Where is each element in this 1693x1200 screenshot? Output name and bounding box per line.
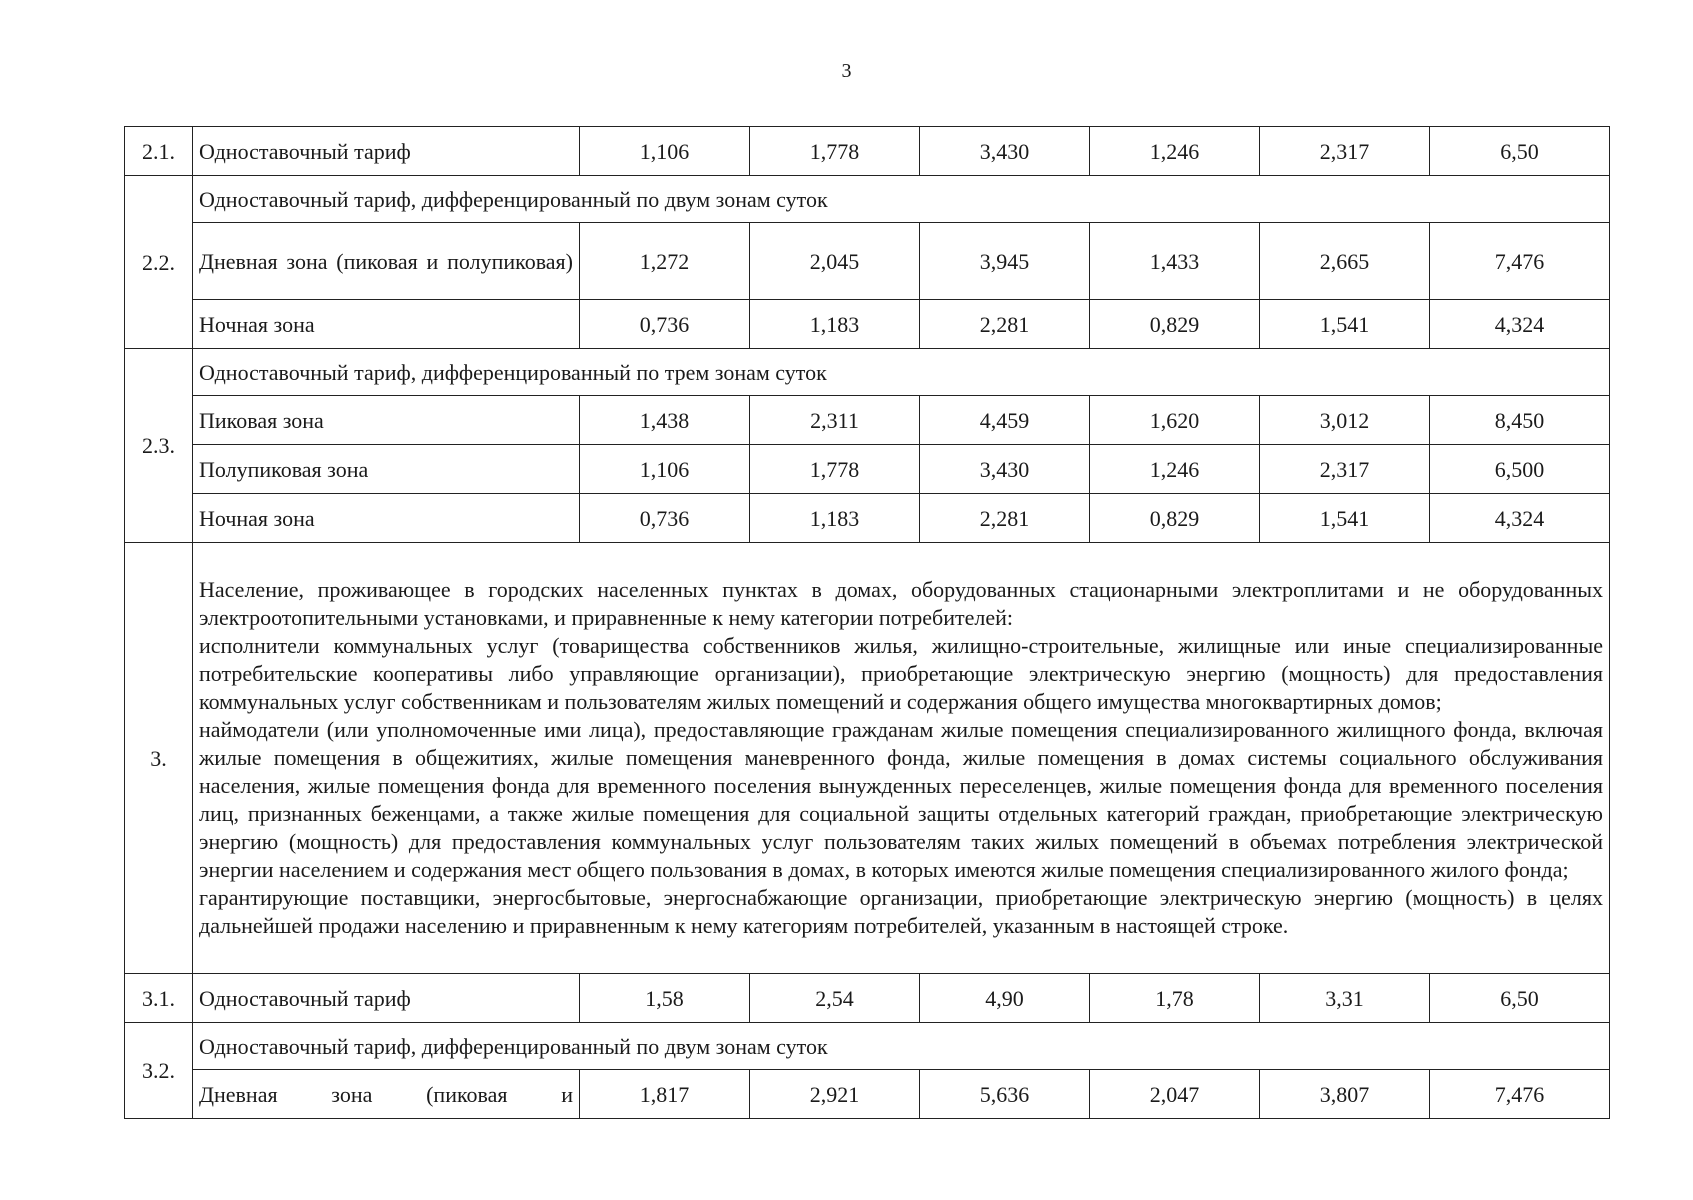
value-cell: 2,045	[750, 223, 920, 300]
value-cell: 0,829	[1090, 300, 1260, 349]
table-row	[125, 396, 1610, 445]
category-description	[193, 543, 1610, 974]
row-code: 3.	[125, 543, 193, 974]
value-cell: 1,620	[1090, 396, 1260, 445]
table-row	[125, 349, 1610, 396]
table-row	[125, 223, 1610, 300]
table-row	[125, 300, 1610, 349]
value-cell: 1,272	[580, 223, 750, 300]
value-cell: 2,317	[1260, 445, 1430, 494]
value-cell: 1,778	[750, 445, 920, 494]
value-cell: 2,317	[1260, 127, 1430, 176]
value-cell: 3,807	[1260, 1070, 1430, 1119]
value-cell: 8,450	[1430, 396, 1610, 445]
row-label: Полупиковая зона	[193, 445, 580, 494]
value-cell: 1,541	[1260, 300, 1430, 349]
row-label: Одноставочный тариф	[193, 127, 580, 176]
description-paragraph: наймодатели (или уполномоченные ими лица), предоставляющие гражданам жилые помещения специализированного жилищного фонда, включая жилые помещения в общежитиях, жилые помещения маневренного фонда, жилые помещения в домах системы социального обслуживания населения, жилые помещения фонда для временного поселения вынужденных переселенцев, жилые помещения фонда для временного поселения лиц, признанных беженцами, а также жилые помещения для социальной защиты отдельных категорий граждан, приобретающие электрическую энергию (мощность) для предоставления коммунальных услуг пользователям таких жилых помещений в объемах потребления электрической энергии населением и содержания мест общего пользования в домах, в которых имеются жилые помещения специализированного жилого фонда;	[199, 717, 1603, 882]
value-cell: 2,921	[750, 1070, 920, 1119]
value-cell: 3,430	[920, 127, 1090, 176]
section-header: Одноставочный тариф, дифференцированный по двум зонам суток	[193, 1023, 1610, 1070]
row-code: 2.2.	[125, 176, 193, 349]
value-cell: 1,183	[750, 300, 920, 349]
value-cell: 1,106	[580, 127, 750, 176]
table-row	[125, 127, 1610, 176]
description-paragraph: Население, проживающее в городских населенных пунктах в домах, оборудованных стационарными электроплитами и не оборудованных электроотопительными установками, и приравненные к нему категории потребителей:	[199, 577, 1603, 630]
value-cell: 7,476	[1430, 1070, 1610, 1119]
row-label: Одноставочный тариф	[193, 974, 580, 1023]
value-cell: 1,778	[750, 127, 920, 176]
row-label: Ночная зона	[193, 494, 580, 543]
value-cell: 7,476	[1430, 223, 1610, 300]
value-cell: 5,636	[920, 1070, 1090, 1119]
value-cell: 4,90	[920, 974, 1090, 1023]
value-cell: 2,047	[1090, 1070, 1260, 1119]
section-header: Одноставочный тариф, дифференцированный по двум зонам суток	[193, 176, 1610, 223]
row-code: 2.3.	[125, 349, 193, 543]
value-cell: 1,817	[580, 1070, 750, 1119]
row-code: 2.1.	[125, 127, 193, 176]
tariff-table	[124, 126, 1610, 1119]
value-cell: 3,945	[920, 223, 1090, 300]
value-cell: 1,106	[580, 445, 750, 494]
row-label: Дневная зона (пиковая и полупиковая)	[193, 223, 580, 300]
value-cell: 2,311	[750, 396, 920, 445]
row-label: Ночная зона	[193, 300, 580, 349]
row-code: 3.2.	[125, 1023, 193, 1119]
value-cell: 2,54	[750, 974, 920, 1023]
table-row	[125, 1023, 1610, 1070]
value-cell: 1,246	[1090, 445, 1260, 494]
row-code: 3.1.	[125, 974, 193, 1023]
table-row	[125, 445, 1610, 494]
value-cell: 1,58	[580, 974, 750, 1023]
description-paragraph: гарантирующие поставщики, энергосбытовые, энергоснабжающие организации, приобретающие электрическую энергию (мощность) в целях дальнейшей продажи населению и приравненным к нему категориям потребителей, указанным в настоящей строке.	[199, 885, 1603, 938]
value-cell: 3,31	[1260, 974, 1430, 1023]
value-cell: 2,281	[920, 494, 1090, 543]
page-number: 3	[841, 60, 852, 82]
value-cell: 1,246	[1090, 127, 1260, 176]
value-cell: 2,665	[1260, 223, 1430, 300]
value-cell: 2,281	[920, 300, 1090, 349]
table-row	[125, 543, 1610, 974]
table-row	[125, 494, 1610, 543]
table-row	[125, 176, 1610, 223]
row-label: Пиковая зона	[193, 396, 580, 445]
value-cell: 6,50	[1430, 127, 1610, 176]
value-cell: 1,78	[1090, 974, 1260, 1023]
table-row	[125, 1070, 1610, 1119]
value-cell: 1,541	[1260, 494, 1430, 543]
value-cell: 0,736	[580, 494, 750, 543]
section-header: Одноставочный тариф, дифференцированный по трем зонам суток	[193, 349, 1610, 396]
value-cell: 0,736	[580, 300, 750, 349]
value-cell: 4,459	[920, 396, 1090, 445]
value-cell: 6,50	[1430, 974, 1610, 1023]
value-cell: 1,183	[750, 494, 920, 543]
value-cell: 4,324	[1430, 300, 1610, 349]
value-cell: 4,324	[1430, 494, 1610, 543]
value-cell: 1,438	[580, 396, 750, 445]
value-cell: 6,500	[1430, 445, 1610, 494]
value-cell: 3,012	[1260, 396, 1430, 445]
row-label: Дневная зона (пиковая и	[193, 1070, 580, 1119]
value-cell: 3,430	[920, 445, 1090, 494]
table-row	[125, 974, 1610, 1023]
description-paragraph: исполнители коммунальных услуг (товарищества собственников жилья, жилищно-строительные, жилищные или иные специализированные потребительские кооперативы либо управляющие организации), приобретающие электрическую энергию (мощность) для предоставления коммунальных услуг собственникам и пользователям жилых помещений и содержания общего имущества многоквартирных домов;	[199, 633, 1603, 714]
value-cell: 1,433	[1090, 223, 1260, 300]
value-cell: 0,829	[1090, 494, 1260, 543]
